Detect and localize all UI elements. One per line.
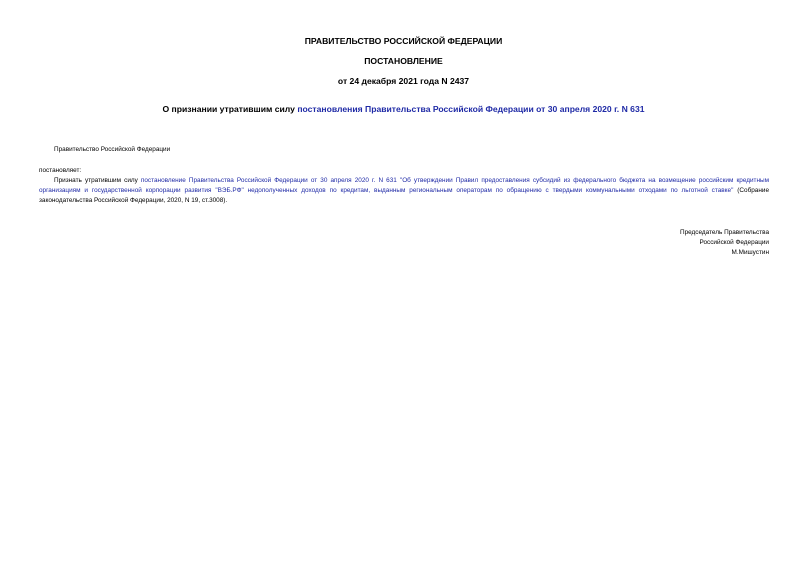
body-paragraph — [39, 176, 769, 206]
paragraph-prefix: Признать утратившим силу — [54, 177, 141, 184]
signature-position: Председатель Правительства — [680, 229, 769, 236]
preamble-text: Правительство Российской Федерации — [54, 146, 171, 153]
document-type-heading: ПОСТАНОВЛЕНИЕ — [364, 56, 443, 66]
document-date-number: от 24 декабря 2021 года N 2437 — [337, 76, 470, 86]
title-link[interactable]: постановления Правительства Российской Федерации от 30 апреля 2020 г. N 631 — [297, 104, 645, 114]
issuer-heading: ПРАВИТЕЛЬСТВО РОССИЙСКОЙ ФЕДЕРАЦИИ — [304, 36, 503, 46]
paragraph-link[interactable]: постановление Правительства Российской Федерации от 30 апреля 2020 г. N 631 "Об утверждении Правил предоставления субсидий из федерального бюджета на возмещение российским кредитным организациям и государственной корпорации развития "ВЭБ.РФ" недополученных доходов по кредитам, выданным региональным операторам по обращению с твердыми коммунальными отходами по льготной ставке" — [39, 177, 769, 194]
decides-text: постановляет: — [39, 167, 82, 174]
title-prefix: О признании утратившим силу — [162, 104, 298, 114]
paragraph-suffix: (Собрание законодательства Российской Федерации, 2020, N 19, ст.3008). — [39, 187, 769, 204]
document-title — [0, 104, 807, 115]
signature-organization: Российской Федерации — [699, 239, 769, 246]
signature-name: М.Мишустин — [731, 249, 769, 256]
